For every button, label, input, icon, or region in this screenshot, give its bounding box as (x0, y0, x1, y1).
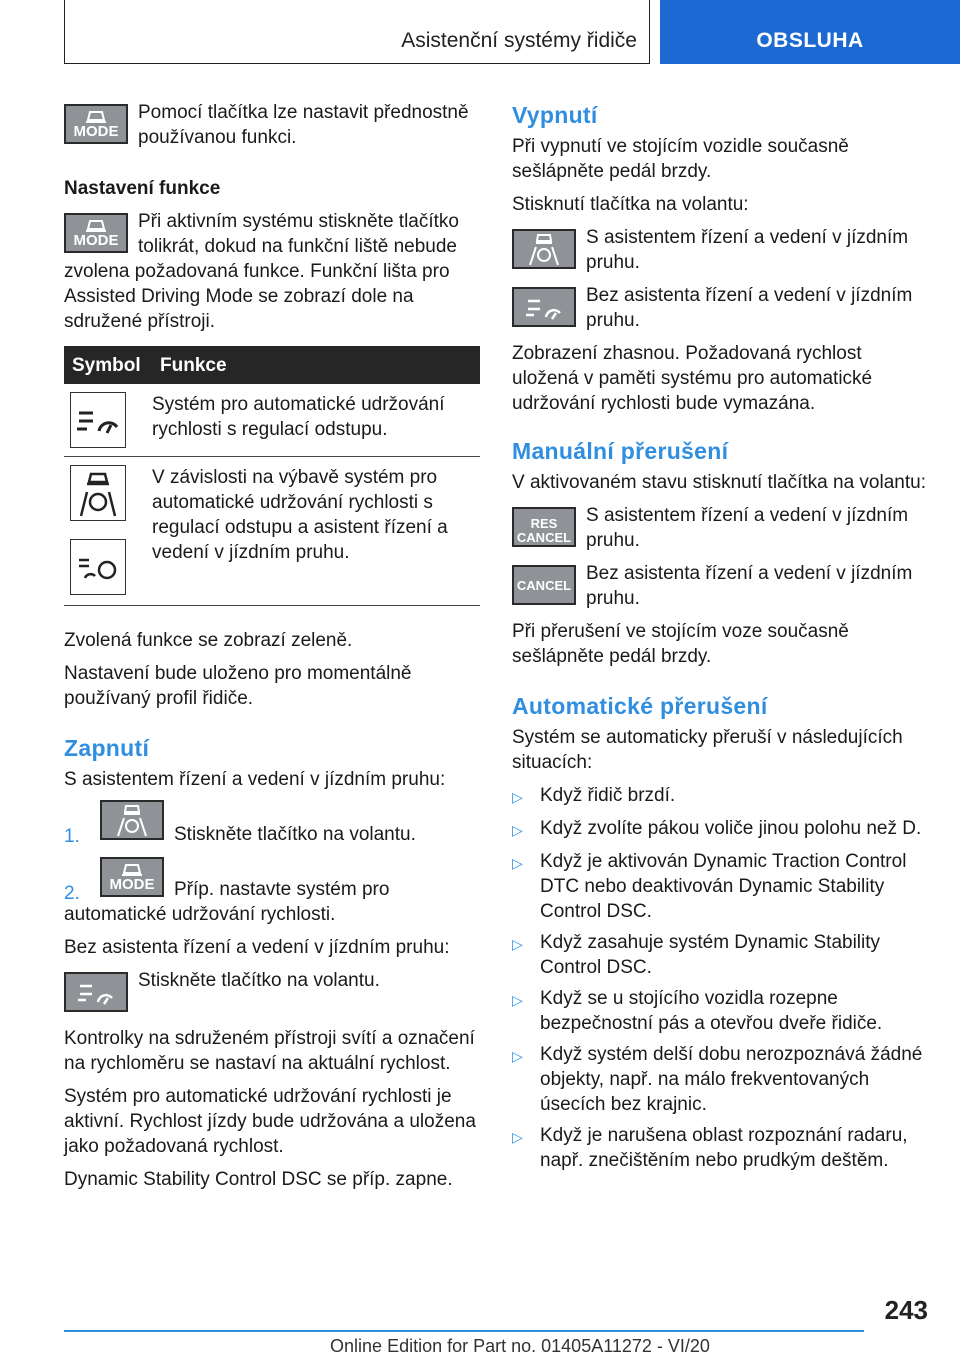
col-header-function: Funkce (152, 346, 480, 384)
intro-text: Pomocí tlačítka lze nastavit přednostně používanou funkci. (138, 102, 469, 148)
without-assist-text: Bez asistenta řízení a vedení v jízdním pruhu: (64, 937, 450, 958)
off-without-assist-row: Bez asistenta řízení a vedení v jízdním pruhu. (512, 283, 928, 333)
list-item: ▷ Když systém delší dobu nerozpoznává žádné objekty, např. na málo frekventovaných úsecích bez krajnic. (512, 1044, 923, 1115)
saved-profile-text: Nastavení bude uloženo pro momentálně používaný profil řidiče. (64, 663, 412, 709)
press-button-row: Stiskněte tlačítko na volantu. (64, 968, 480, 1012)
steering-assist-symbol-icon (70, 465, 126, 521)
dsc-text: Dynamic Stability Control DSC se příp. zapne. (64, 1169, 453, 1190)
row-text: V závislosti na výbavě systém pro automatické udržování rychlosti s regulací odstupu a asistent řízení a vedení v jízdním pruhu. (152, 457, 480, 606)
mode-button-icon: MODE (64, 213, 128, 253)
symbol-table (64, 346, 480, 606)
edition-text: Online Edition for Part no. 01405A11272 - VI/20 (330, 1336, 710, 1356)
table-row (64, 457, 480, 606)
auto-conditions-list (512, 783, 928, 1173)
list-item: 1. Stiskněte tlačítko na volantu. (64, 800, 480, 849)
right-column (512, 100, 928, 1179)
auto-heading: Automatické přerušení (512, 693, 768, 719)
lamps-text: Kontrolky na sdruženém přístroji svítí a označení na rychloměru se nastaví na aktuální rychlost. (64, 1028, 475, 1074)
acc-steering-symbol-icon (70, 539, 126, 595)
off-heading: Vypnutí (512, 102, 598, 128)
steering-button-icon (512, 229, 576, 269)
list-item: 2. MODE Příp. nastavte systém pro automatické udržování rychlosti. (64, 857, 480, 927)
footer-divider (64, 1330, 864, 1332)
acc-button-icon (64, 972, 128, 1012)
cancel-button-icon: CANCEL (512, 565, 576, 605)
mode-intro (64, 100, 480, 150)
selected-green-text: Zvolená funkce se zobrazí zeleně. (64, 630, 353, 651)
list-item: ▷ Když se u stojícího vozidla rozepne bezpečnostní pás a otevřou dveře řidiče. (512, 988, 883, 1034)
table-row (64, 384, 480, 457)
list-item: ▷ Když je narušena oblast rozpoznání radaru, např. znečištěním nebo prudkým deštěm. (512, 1125, 908, 1171)
chapter-title: Asistenční systémy řidiče (401, 29, 637, 52)
page-number: 243 (884, 1295, 928, 1325)
off-with-assist-row: S asistentem řízení a vedení v jízdním pruhu. (512, 225, 928, 275)
manual-with-row: RES CANCEL S asistentem řízení a vedení v jízdním pruhu. (512, 503, 928, 553)
on-heading: Zapnutí (64, 735, 150, 761)
display-off-text: Zobrazení zhasnou. Požadovaná rychlost uložená v paměti systému pro automatické udržování rychlosti bude vymazána. (512, 343, 873, 414)
system-active-text: Systém pro automatické udržování rychlosti je aktivní. Rychlost jízdy bude udržována a uložena jako požadovaná rychlost. (64, 1086, 476, 1157)
bullet-triangle-icon: ▷ (512, 1048, 523, 1064)
manual-without-row: CANCEL Bez asistenta řízení a vedení v jízdním pruhu. (512, 561, 928, 611)
mode-button-icon: MODE (64, 104, 128, 144)
list-item: ▷ Když je aktivován Dynamic Traction Control DTC nebo deaktivován Dynamic Stability Control DSC. (512, 851, 907, 922)
bullet-triangle-icon: ▷ (512, 855, 523, 871)
setting-text: Při aktivním systému stiskněte tlačítko tolikrát, dokud na funkční liště nebude zvolena požadovaná funkce. Funkční lišta pro Assisted Driving Mode se zobrazí dole na sdružené přístroji. (64, 211, 459, 332)
list-item: ▷ Když zasahuje systém Dynamic Stability Control DSC. (512, 932, 881, 978)
res-cancel-button-icon: RES CANCEL (512, 507, 576, 547)
with-assist-text: S asistentem řízení a vedení v jízdním pruhu: (64, 769, 446, 790)
on-steps (64, 800, 480, 927)
col-header-symbol: Symbol (64, 346, 152, 384)
manual-text: V aktivovaném stavu stisknutí tlačítka na volantu: (512, 472, 926, 493)
section-title: OBSLUHA (756, 29, 864, 52)
acc-button-icon (512, 287, 576, 327)
bullet-triangle-icon: ▷ (512, 992, 523, 1008)
bullet-triangle-icon: ▷ (512, 822, 523, 838)
interrupt-stationary-text: Při přerušení ve stojícím voze současně sešlápněte pedál brzdy. (512, 621, 849, 667)
row-text: Systém pro automatické udržování rychlosti s regulací odstupu. (152, 384, 480, 457)
mode-button-icon: MODE (100, 857, 164, 897)
left-column (64, 100, 480, 1200)
acc-symbol-icon (70, 392, 126, 448)
bullet-triangle-icon: ▷ (512, 789, 523, 805)
header-section-tab (660, 0, 960, 64)
auto-text: Systém se automaticky přeruší v následujících situacích: (512, 727, 903, 773)
header-chapter-box (64, 0, 650, 64)
bullet-triangle-icon: ▷ (512, 1129, 523, 1145)
list-item: ▷ Když zvolíte pákou voliče jinou polohu než D. (512, 816, 928, 843)
page-header (64, 0, 960, 64)
bullet-triangle-icon: ▷ (512, 936, 523, 952)
manual-heading: Manuální přerušení (512, 438, 729, 464)
list-item: ▷ Když řidič brzdí. (512, 783, 928, 810)
setting-paragraph (64, 209, 480, 334)
press-wheel-text: Stisknutí tlačítka na volantu: (512, 194, 749, 215)
steering-button-icon (100, 800, 164, 840)
off-text: Při vypnutí ve stojícím vozidle současně sešlápněte pedál brzdy. (512, 136, 849, 182)
setting-heading: Nastavení funkce (64, 178, 221, 199)
